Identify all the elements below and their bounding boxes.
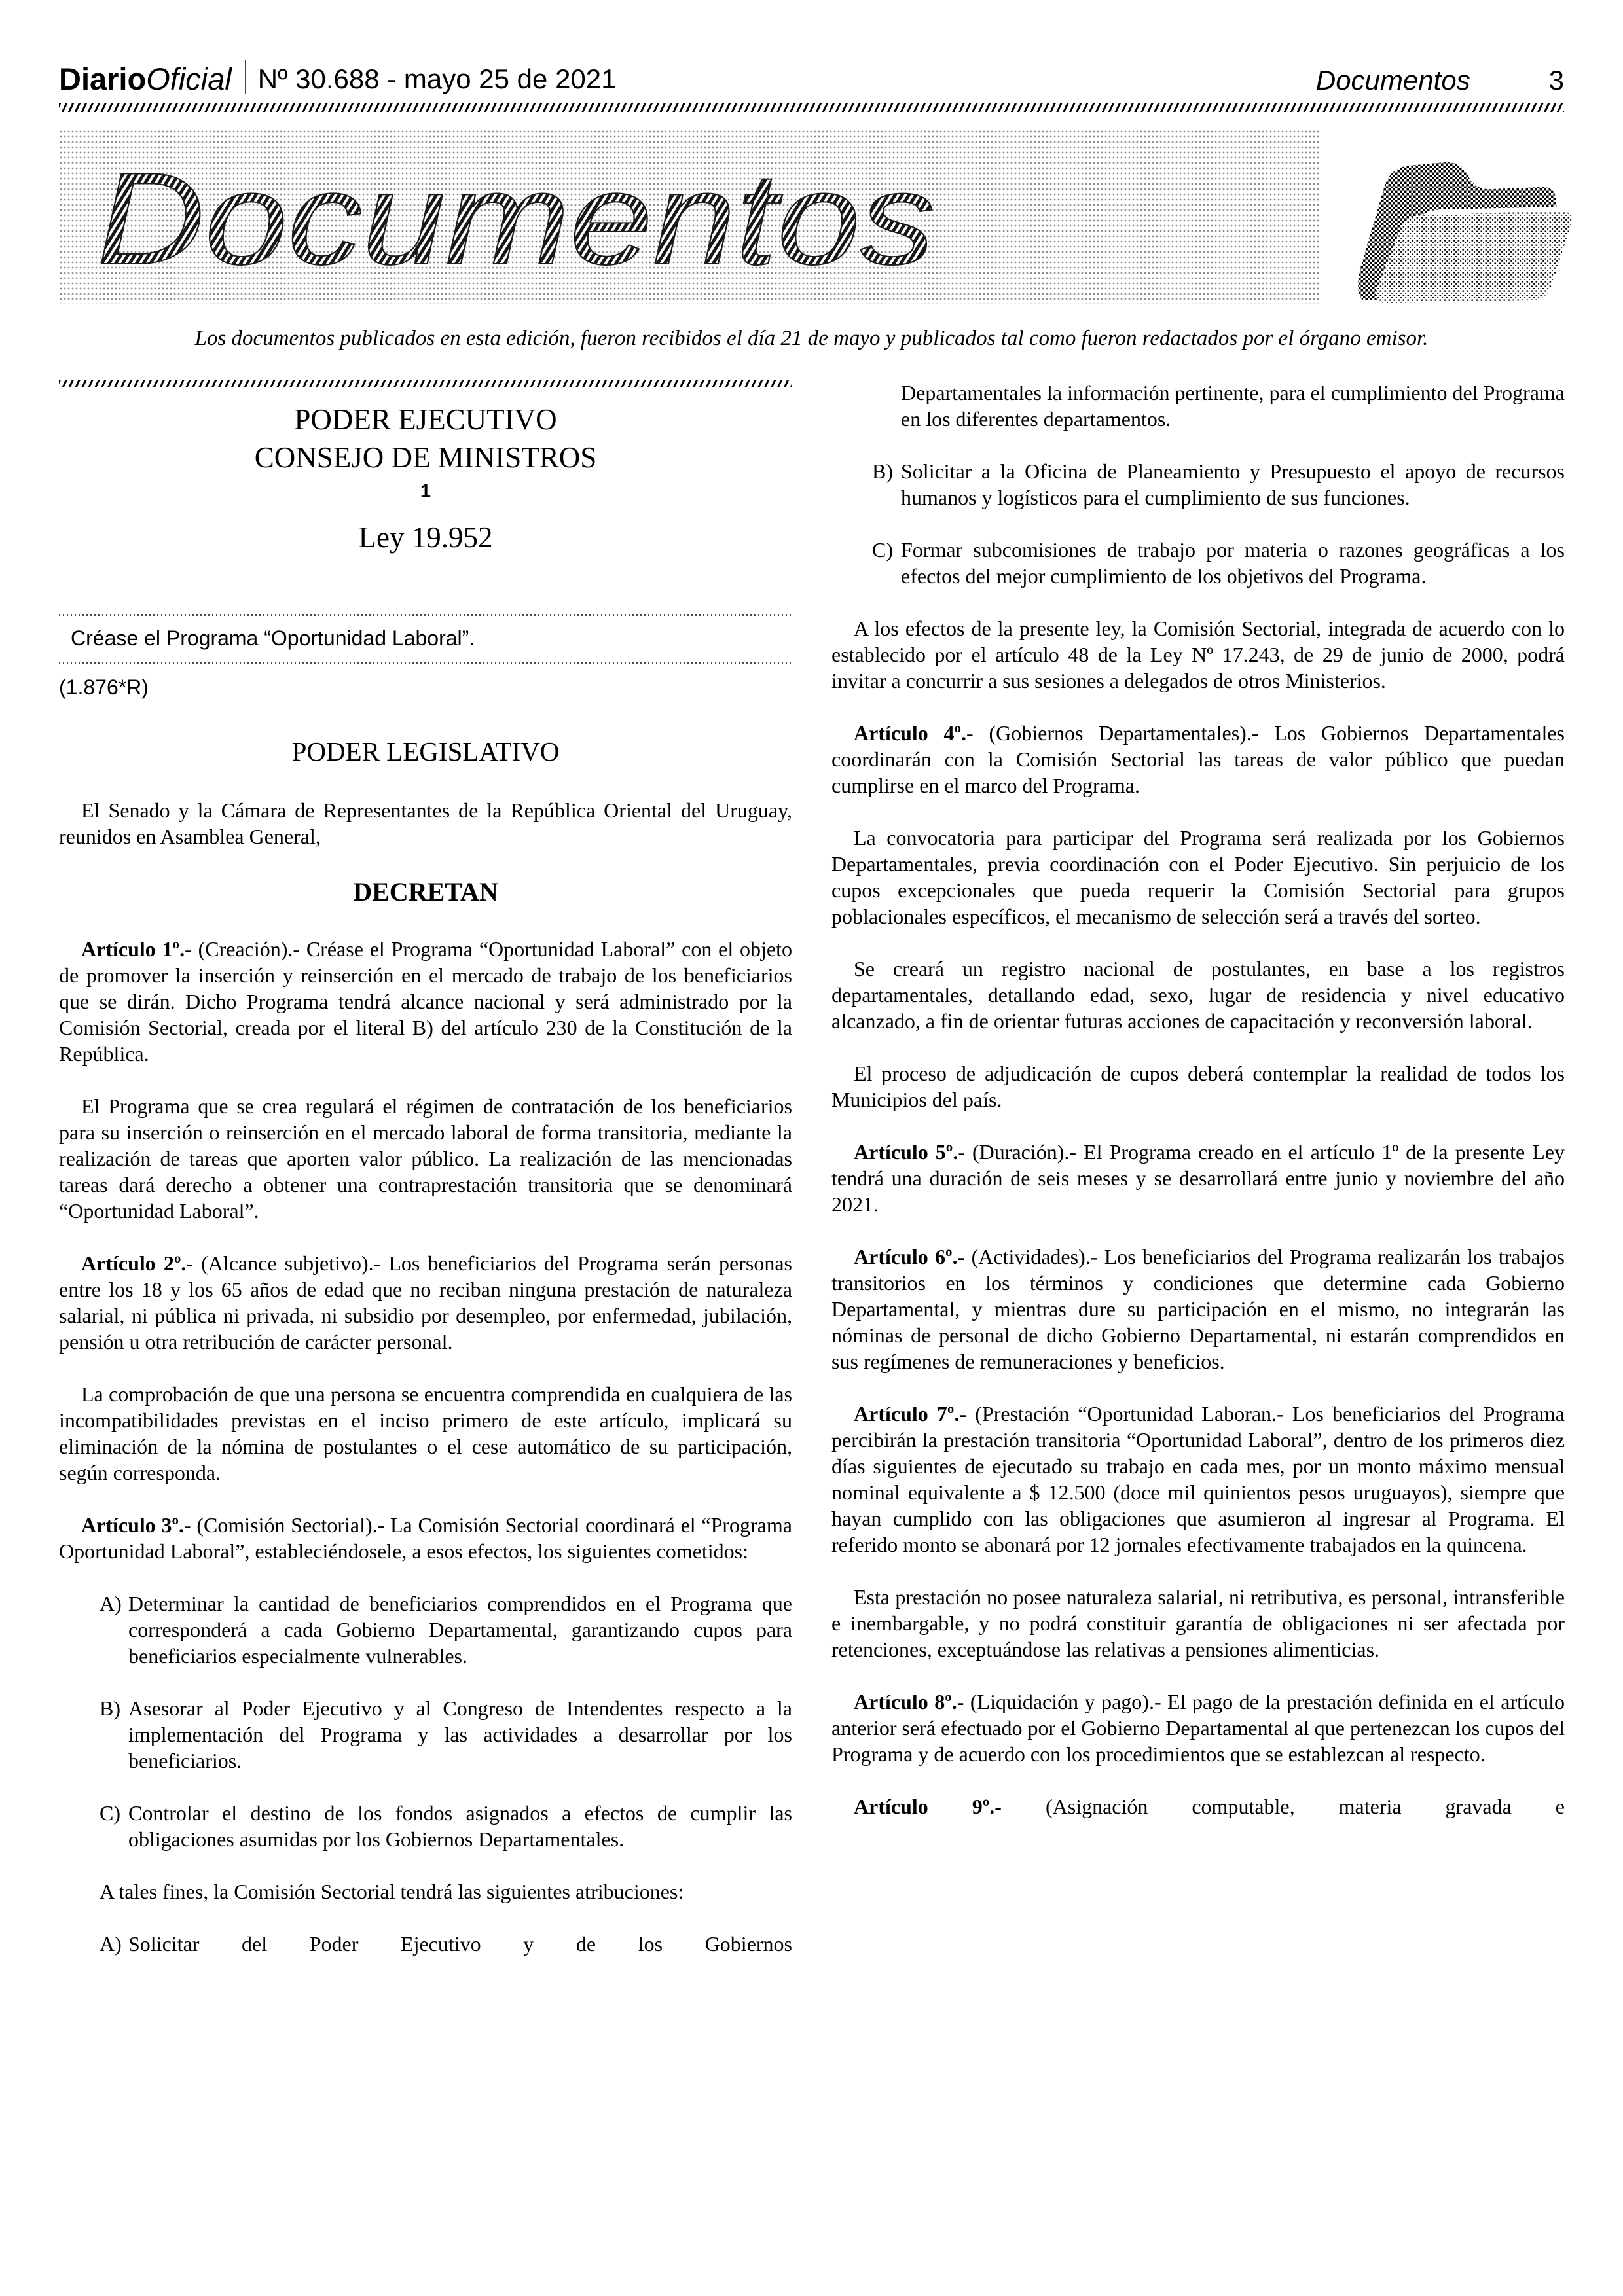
paragraph-senado: El Senado y la Cámara de Representantes de la República Oriental del Uruguay, reunidos en Asamblea General, [59,798,792,848]
paragraph-naturaleza: Esta prestación no posee naturaleza salarial, ni retributiva, es personal, intransferible e inembargable, y no podrá constituir garantía de obligaciones ni ser afectada por retenciones, exceptuándose las relativas a pensiones alimenticias. [831,1585,1565,1661]
list-item-c [100,1800,792,1852]
list-item-c-right-text: Formar subcomisiones de trabajo por materia o razones geográficas a los efectos del mejor cumplimiento de los objetivos del Programa. [901,538,1565,588]
banner-row [59,129,1564,304]
list-item-b-text: Asesorar al Poder Ejecutivo y al Congreso de Intendentes respecto a la implementación del Programa y las actividades a desarrollar por los beneficiarios. [128,1696,792,1772]
brand-italic: Oficial [146,62,232,96]
article-1-text: (Creación).- Créase el Programa “Oportunidad Laboral” con el objeto de promover la inserción y reinserción en el mercado de trabajo de los beneficiarios que se dirán. Dicho Programa tendrá alcance nacional y será administrado por la Comisión Sectorial, creada por el literal B) del artículo 230 de la Constitución de la República. [59,937,793,1066]
list-item-b-right [872,458,1565,511]
content-columns [59,380,1564,1957]
law-summary: Créase el Programa “Oportunidad Laboral”. [71,626,475,650]
heading-poder-legislativo: PODER LEGISLATIVO [291,736,560,766]
list-item-b-right-label: B) [872,459,893,483]
article-9-text: (Asignación computable, materia gravada e [1001,1795,1565,1818]
heading-decretan: DECRETAN [353,877,498,906]
list-item-c-right [872,537,1565,589]
right-column [831,380,1565,1957]
list-item-b-right-text: Solicitar a la Oficina de Planeamiento y Presupuesto el apoyo de recursos humanos y logísticos para el cumplimiento de sus funciones. [901,459,1565,509]
edition-notice: Los documentos publicados en esta edición, fueron recibidos el día 21 de mayo y publicados tal como fueron redactados por el órgano emisor. [194,327,1429,350]
masthead-right [1316,67,1564,94]
summary-rule-bottom [59,662,792,664]
brand-bold: Diario [59,62,147,96]
list-item-b-label: B) [100,1696,120,1720]
page-number: 3 [1548,65,1564,96]
banner-title-art [59,129,1319,304]
article-8-text: (Liquidación y pago).- El pago de la prestación definida en el artículo anterior será efectuado por el Gobierno Departamental al que pertenezcan los cupos del Programa y de acuerdo con los procedimientos que se establezcan al respecto. [831,1690,1565,1766]
article-9-lead: Artículo 9º.- [854,1795,1002,1818]
list-item-a-text: Determinar la cantidad de beneficiarios comprendidos en el Programa que corresponderá a cada Gobierno Departamental, garantizando cupos para beneficiarios especialmente vulnerables. [128,1592,792,1668]
article-4 [831,720,1565,798]
paragraph-registro: Se creará un registro nacional de postulantes, en base a los registros departamentales, detallando edad, sexo, lugar de residencia y nivel educativo alcanzado, a fin de orientar futuras acciones de capacitación y reconversión laboral. [831,957,1565,1033]
list-item-a-label: A) [100,1592,122,1615]
list-item-c-right-label: C) [872,538,893,562]
article-8 [831,1689,1565,1767]
paragraph-efectos: A los efectos de la presente ley, la Comisión Sectorial, integrada de acuerdo con lo establecido por el artículo 48 de la Ley Nº 17.243, de 29 de junio de 2000, podrá invitar a concurrir a sus sesiones a delegados de otros Ministerios. [831,617,1565,692]
law-title: Ley 19.952 [358,521,493,554]
article-4-text: (Gobiernos Departamentales).- Los Gobiernos Departamentales coordinarán con la Comisión Sectorial las tareas de valor público que puedan cumplirse en el marco del Programa. [831,721,1565,797]
section-banner [59,129,1319,304]
article-6-text: (Actividades).- Los beneficiarios del Programa realizarán los trabajos transitorios en los términos y condiciones que determine cada Gobierno Departamental, y mientras dure su participación en el mismo, no integrarán las nóminas de personal de dicho Gobierno Departamental, ni estarán comprendidos en sus regímenes de remuneraciones y beneficios. [831,1245,1565,1373]
brand-divider [245,60,246,94]
masthead-rule [59,103,1564,112]
item-number: 1 [420,481,431,502]
folder-front-shape [1376,211,1572,303]
list-item-c-text: Controlar el destino de los fondos asignados a efectos de cumplir las obligaciones asumidas por los Gobiernos Departamentales. [128,1801,792,1851]
article-2 [59,1250,792,1355]
article-8-lead: Artículo 8º.- [854,1690,964,1713]
article-7-lead: Artículo 7º.- [854,1402,967,1426]
paragraph-convocatoria: La convocatoria para participar del Programa será realizada por los Gobiernos Departamentales, previa coordinación con el Poder Ejecutivo. Sin perjuicio de los cupos excepcionales que pueda requerir la Comisión Sectorial para grupos poblacionales específicos, el mecanismo de selección será a través del sorteo. [831,826,1565,928]
paragraph-programa: El Programa que se crea regulará el régimen de contratación de los beneficiarios para su inserción o reinserción en el mercado laboral de forma transitoria, mediante la realización de tareas que aporten valor público. La realización de las mencionadas tareas dará derecho a obtener una contraprestación transitoria que se denominará “Oportunidad Laboral”. [59,1094,792,1223]
article-2-lead: Artículo 2º.- [81,1251,194,1275]
running-section: Documentos [1315,65,1470,96]
article-3 [59,1512,792,1564]
article-5 [831,1139,1565,1217]
list-item-b [100,1695,792,1774]
list-item-a2 [100,1931,792,1957]
continuation-departamentales: Departamentales la información pertinente, para el cumplimiento del Programa en los diferentes departamentos. [901,381,1565,431]
article-5-text: (Duración).- El Programa creado en el artículo 1º de la presente Ley tendrá una duración de seis meses y se desarrollará entre junio y noviembre del año 2021. [831,1140,1565,1216]
heading-poder-ejecutivo: PODER EJECUTIVO [294,403,557,436]
heading-consejo-ministros: CONSEJO DE MINISTROS [254,441,597,474]
open-folder-icon [1345,129,1578,304]
list-item-a [100,1590,792,1669]
folder-icon [1345,129,1578,304]
list-item-a2-text: Solicitar del Poder Ejecutivo y de los Gobiernos [128,1932,792,1956]
paragraph-tales-fines: A tales fines, la Comisión Sectorial tendrá las siguientes atribuciones: [100,1880,684,1903]
left-column-rule [59,380,792,387]
issue-number: Nº 30.688 - mayo 25 de 2021 [257,63,617,94]
list-item-c-label: C) [100,1801,120,1825]
registry-reference: (1.876*R) [59,675,149,699]
article-3-lead: Artículo 3º.- [81,1513,191,1537]
article-7 [831,1401,1565,1558]
article-6 [831,1244,1565,1374]
article-4-lead: Artículo 4º.- [854,721,974,745]
article-2-text: (Alcance subjetivo).- Los beneficiarios del Programa serán personas entre los 18 y los 65 años de edad que no reciban ninguna prestación de naturaleza salarial, ni pública ni privada, ni subsidio por desempleo, por enfermedad, jubilación, pensión u otra retribución de carácter personal. [59,1251,793,1354]
article-6-lead: Artículo 6º.- [854,1245,965,1268]
article-1-lead: Artículo 1º.- [81,937,192,961]
article-1 [59,936,792,1067]
article-7-text: (Prestación “Oportunidad Laboran.- Los beneficiarios del Programa percibirán la prestación transitoria “Oportunidad Laboral”, dentro de los primeros diez días siguientes de ejecutado su trabajo en cada mes, por un monto máximo mensual nominal equivalente a $ 12.500 (doce mil quinientos pesos uruguayos), siempre que hayan cumplido con las obligaciones que asumieron al ingresar al Programa. El referido monto se abonará por 12 jornales efectivamente trabajados en la quincena. [831,1402,1565,1556]
paragraph-comprobacion: La comprobación de que una persona se encuentra comprendida en cualquiera de las incompatibilidades previstas en el inciso primero de este artículo, implicará su eliminación de la nómina de postulantes o el cese automático de su participación, según corresponda. [59,1382,792,1484]
law-summary-box [59,614,792,664]
list-item-a2-label: A) [100,1932,122,1956]
masthead [59,60,1564,94]
banner-title: Documentos [97,146,935,292]
paragraph-proceso: El proceso de adjudicación de cupos deberá contemplar la realidad de todos los Municipios del país. [831,1062,1565,1111]
left-column [59,380,792,1957]
article-5-lead: Artículo 5º.- [854,1140,965,1164]
article-3-text: (Comisión Sectorial).- La Comisión Sectorial coordinará el “Programa Oportunidad Laboral”, estableciéndosele, a esos efectos, los siguientes cometidos: [59,1513,793,1563]
article-9 [831,1793,1565,1820]
gazette-brand [59,60,617,94]
